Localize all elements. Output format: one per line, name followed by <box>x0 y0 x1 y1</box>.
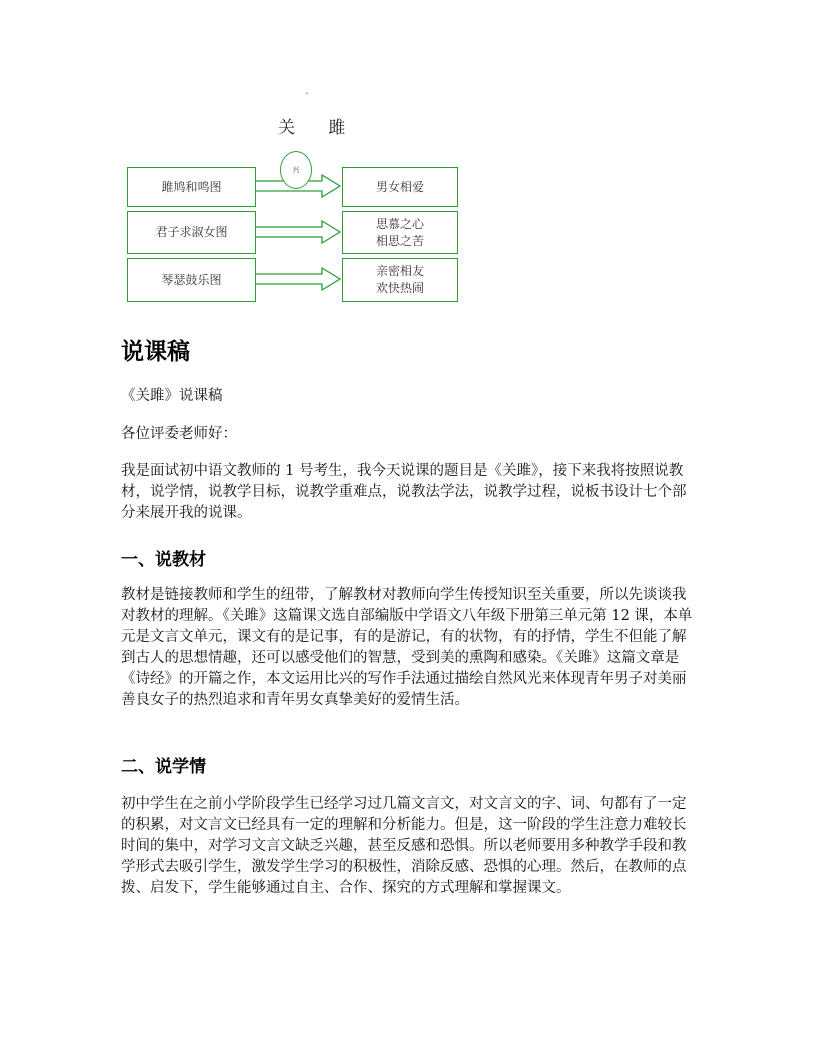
subtitle: 《关雎》说课稿 <box>121 388 223 404</box>
xing-circle: 兴 <box>280 151 312 189</box>
scene-box-1: 雎鸠和鸣图 <box>127 167 256 207</box>
diagram-title: 关 雎 <box>278 118 360 138</box>
theme-box-1: 男女相爱 <box>342 167 458 207</box>
section-heading-students: 二、说学情 <box>121 757 206 777</box>
arrow-row-3 <box>254 268 340 290</box>
guanju-diagram <box>0 0 816 320</box>
theme-box-3: 亲密相友 欢快热闹 <box>342 258 458 302</box>
document-title: 说课稿 <box>121 339 190 365</box>
theme-box-2: 思慕之心 相思之苦 <box>342 211 458 254</box>
scene-box-3: 琴瑟鼓乐图 <box>127 258 256 302</box>
scene-box-2: 君子求淑女图 <box>127 211 256 254</box>
section-body-students: 初中学生在之前小学阶段学生已经学习过几篇文言文，对文言文的字、词、句都有了一定的积累，对文言文已经具有一定的理解和分析能力。但是，这一阶段的学生注意力难较长时间的集中，对学习文言文缺乏兴趣，甚至反感和恐惧。所以老师要用多种教学手段和教学形式去吸引学生，激发学生学习的积极性，消除反感、恐惧的心理。然后，在教师的点拨、启发下，学生能够通过自主、合作、探究的方式理解和掌握课文。 <box>121 796 687 896</box>
tick-mark: ” <box>305 92 309 100</box>
section-body-materials: 教材是链接教师和学生的纽带，了解教材对教师向学生传授知识至关重要，所以先谈谈我对教材的理解。《关雎》这篇课文选自部编版中学语文八年级下册第三单元第 12 课，本单元是文言文单元，课文有的是记事，有的是游记，有的状物，有的抒情，学生不但能了解到古人的思想情趣，还可以感受他们的智慧，受到美的熏陶和感染。《关雎》这篇文章是《诗经》的开篇之作，本文运用比兴的写作手法通过描绘自然风光来体现青年男子对美丽善良女子的热烈追求和青年男女真挚美好的爱情生活。 <box>121 587 693 708</box>
section-heading-materials: 一、说教材 <box>121 550 206 570</box>
intro-paragraph: 我是面试初中语文教师的 1 号考生，我今天说课的题目是《关雎》，接下来我将按照说教材，说学情，说教学目标，说教学重难点，说教法学法，说教学过程，说板书设计七个部分来展开我的说课。 <box>121 463 687 521</box>
arrow-row-2 <box>254 221 340 243</box>
greeting: 各位评委老师好： <box>121 426 237 442</box>
